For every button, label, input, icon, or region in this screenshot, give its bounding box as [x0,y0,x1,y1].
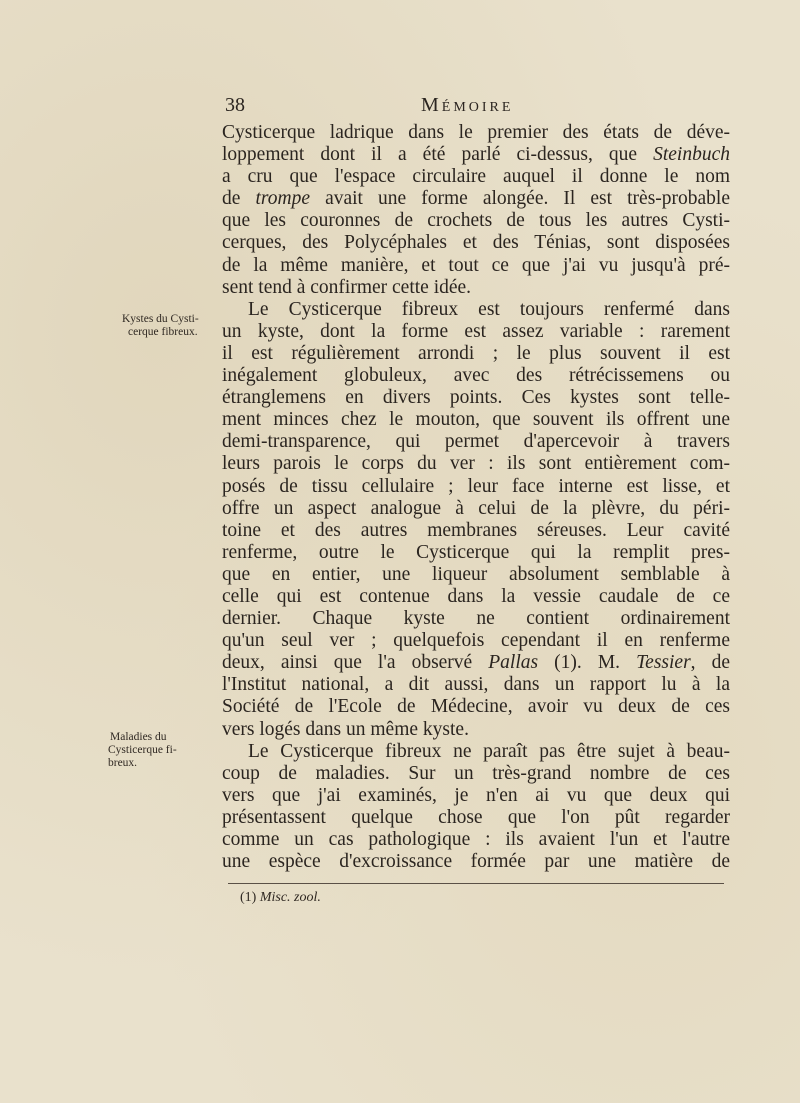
margin-note-maladies [108,731,200,770]
margin-note-line: Kystes du Cysti- [122,313,199,325]
text-line: vers que j'ai examinés, je n'en ai vu que deux qui [222,784,730,806]
text-line: qu'un seul ver ; quelquefois cependant il en renferme [222,630,730,652]
text-line: une espèce d'excroissance formée par une matière de [222,851,730,873]
text-line [222,188,730,210]
text-line: Société de l'Ecole de Médecine, avoir vu deux de ces [222,696,730,718]
text-line: posés de tissu cellulaire ; leur face interne est lisse, et [222,475,730,497]
footnote-text: Misc. zool. [259,890,321,905]
margin-note-line: breux. [108,757,138,769]
margin-note-kystes [122,313,214,339]
name-tessier: Tessier [636,652,691,674]
text-fragment: loppement dont il a été parlé ci-dessus, que [222,144,654,166]
text-line: Le Cysticerque fibreux est toujours renfermé dans [248,298,730,320]
text-line: présentassent quelque chose que l'on pût regarder [222,806,730,828]
text-line: celle qui est contenue dans la vessie caudale de ce [222,585,730,607]
text-line: l'Institut national, a dit aussi, dans un rapport lu à la [222,674,730,696]
margin-note-line: Maladies du [110,731,167,743]
text-fragment: avait une forme alongée. Il est très-probable [310,188,730,210]
text-line: offre un aspect analogue à celui de la plèvre, du péri- [222,497,730,519]
term-trompe: trompe [255,188,310,210]
text-fragment: , de [690,652,731,674]
text-line: comme un cas pathologique : ils avaient l'un et l'autre [222,829,730,850]
margin-note-line: Cysticerque fi- [108,744,177,756]
text-line: vers logés dans un même kyste. [222,718,469,740]
text-line: que en entier, une liqueur absolument semblable à [222,563,730,585]
name-pallas: Pallas [488,652,539,674]
text-line: il est régulièrement arrondi ; le plus souvent il est [222,342,730,364]
footnote [240,890,321,906]
text-line: a cru que l'espace circulaire auquel il donne le nom [222,166,730,188]
text-line [222,144,730,166]
text-line: un kyste, dont la forme est assez variable : rarement [222,320,730,342]
running-title: Mémoire [421,94,514,116]
text-line: coup de maladies. Sur un très-grand nombre de ces [222,762,730,784]
text-line: de la même manière, et tout ce que j'ai vu jusqu'à pré- [222,254,730,276]
text-line: ment minces chez le mouton, que souvent ils offrent une [222,409,730,431]
footnote-rule [228,883,724,884]
text-line: cerques, des Polycéphales et des Ténias, sont disposées [222,232,730,254]
text-line: sent tend à confirmer cette idée. [222,276,472,298]
text-line: toine et des autres membranes séreuses. Leur cavité [222,519,730,541]
text-line: que les couronnes de crochets de tous les autres Cysti- [222,210,730,232]
page-number: 38 [225,94,245,116]
text-line: demi-transparence, qui permet d'apercevoir à travers [222,431,730,453]
text-line: Cysticerque ladrique dans le premier des états de déve- [222,122,730,143]
name-steinbuch: Steinbuch [653,144,730,166]
text-line: Le Cysticerque fibreux ne paraît pas être sujet à beau- [248,740,730,762]
page-header [225,94,725,120]
body-text [222,122,730,873]
text-line: dernier. Chaque kyste ne contient ordinairement [222,608,730,630]
text-line: leurs parois le corps du ver : ils sont entièrement com- [222,453,730,475]
text-line: étranglemens en divers points. Ces kystes sont telle- [222,387,730,409]
text-line [222,652,730,674]
text-line: inégalement globuleux, avec des rétrécissemens ou [222,365,730,387]
text-fragment: de [222,188,256,210]
text-fragment: deux, ainsi que l'a observé [222,652,489,674]
footnote-marker: (1) [240,890,257,905]
text-line: renferme, outre le Cysticerque qui la remplit pres- [222,541,730,563]
margin-note-line: cerque fibreux. [128,326,198,338]
text-fragment: (1). M. [538,652,637,674]
